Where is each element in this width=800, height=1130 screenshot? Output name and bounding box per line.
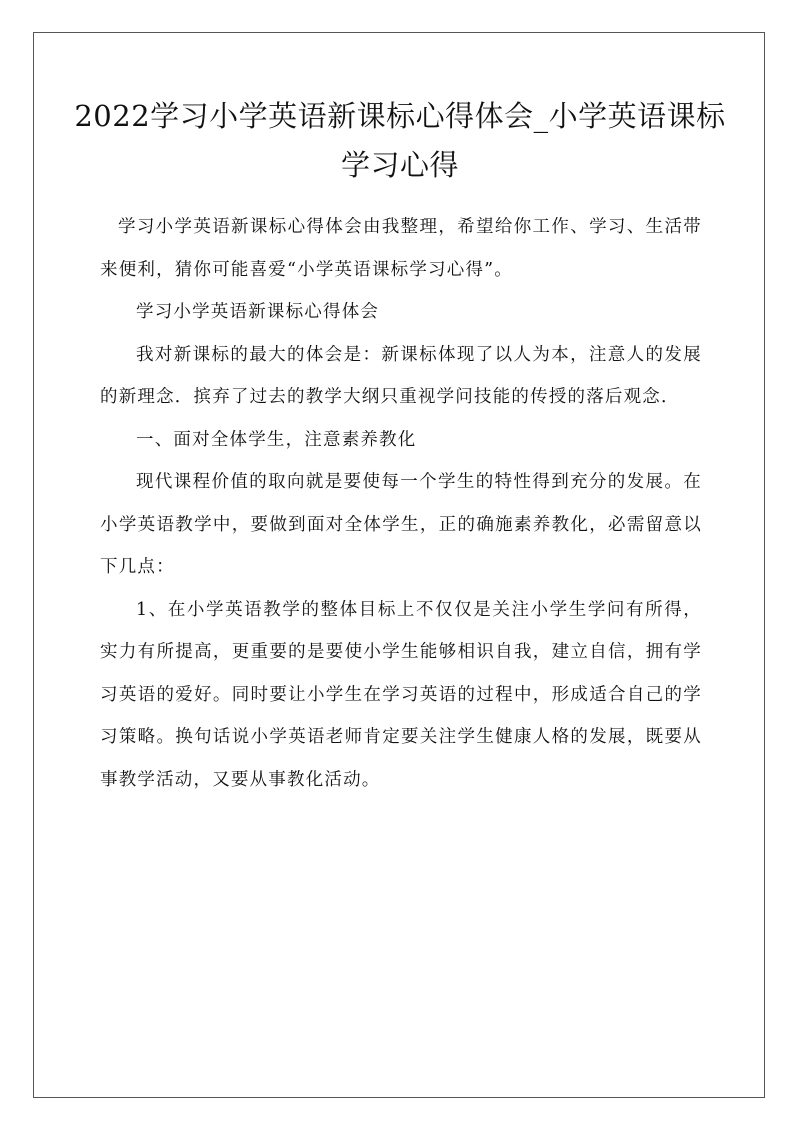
document-title: 2022学习小学英语新课标心得体会_小学英语课标学习心得 (74, 99, 726, 182)
numbered-paragraph: 1、在小学英语教学的整体目标上不仅仅是关注小学生学问有所得，实力有所提高，更重要的是要使小学生能够相识自我，建立自信，拥有学习英语的爱好。同时要让小学生在学习英语的过程中，形成适合自己的学习策略。换句话说小学英语老师肯定要关注学生健康人格的发展，既要从事教学活动，又要从事教化活动。 (100, 599, 702, 790)
body-paragraph: 现代课程价值的取向就是要使每一个学生的特性得到充分的发展。在小学英语教学中，要做到面对全体学生，正的确施素养教化，必需留意以下几点： (100, 472, 702, 577)
body-paragraph: 我对新课标的最大的体会是：新课标体现了以人为本，注意人的发展的新理念．摈弃了过去的教学大纲只重视学问技能的传授的落后观念． (100, 344, 702, 407)
document-body (100, 206, 702, 801)
section-subheading: 一、面对全体学生，注意素养教化 (136, 429, 417, 450)
section-heading: 学习小学英语新课标心得体会 (136, 302, 380, 322)
intro-paragraph: 学习小学英语新课标心得体会由我整理，希望给你工作、学习、生活带来便利，猜你可能喜爱“小学英语课标学习心得”。 (100, 217, 702, 280)
